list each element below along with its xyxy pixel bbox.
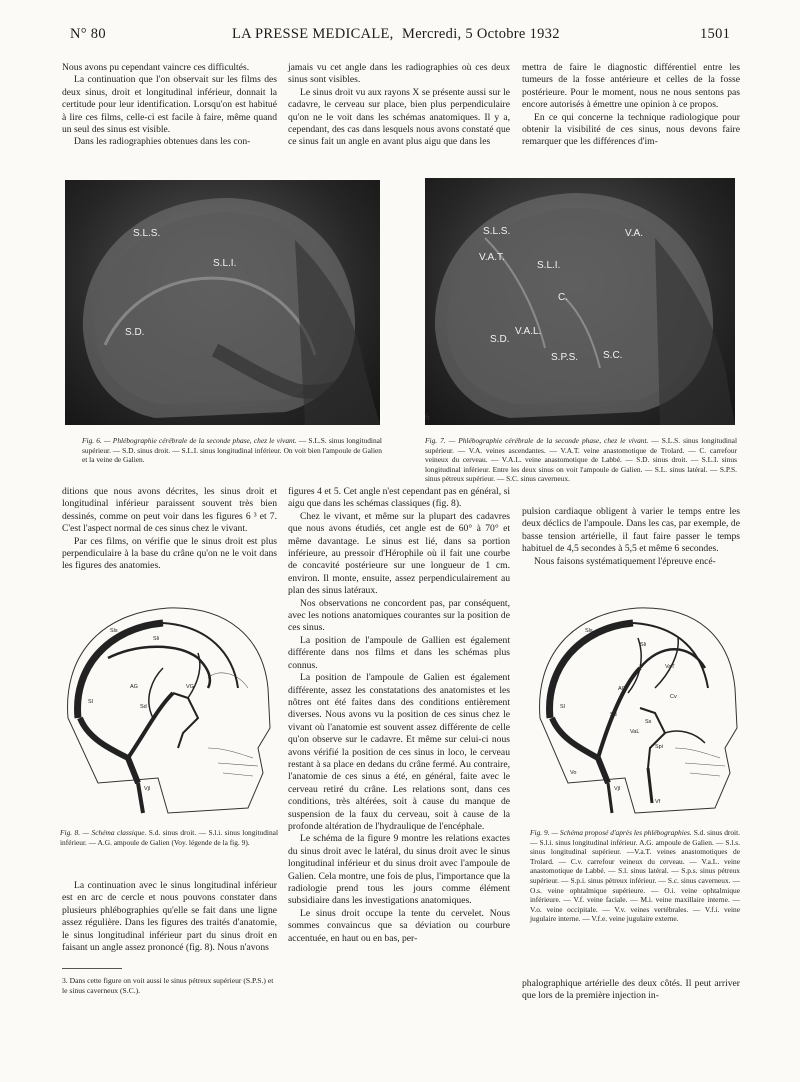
figure-9-label: Spi [655,744,663,750]
figure-7-mark: 6 [425,412,430,422]
figure-9-label: Ss [645,719,652,725]
figure-8-caption-title: Fig. 8. — Schéma classique. [60,828,147,837]
figure-7-label: S.P.S. [551,352,579,363]
figure-7-caption [425,436,737,484]
top-column-3 [522,62,740,149]
figure-9-label: Sd [610,712,617,718]
figure-6-label: S.L.I. [213,258,237,269]
figure-8-diagram [58,598,280,823]
figure-9-label: Sl [560,704,565,710]
figure-9-label: VaT [665,664,675,670]
paragraph: ditions que nous avons décrites, les sinus droit et longitudinal inférieur paraissent souvent très bien dessinés, comme on peut voir dans les figures 6 ³ et 7. C'est l'aspect normal de ces sinus chez le vivant. [62,486,277,535]
figure-7-xray [425,178,735,425]
figure-7-skull-illustration [425,178,735,425]
figure-7-label: C. [558,292,568,303]
paragraph: mettra de faire le diagnostic différentiel entre les tumeurs de la fosse antérieure et celles de la fosse postérieure. Pour le moment, nous ne nous sentons pas encore autorisés à émettre une opinion à ce propos. [522,62,740,111]
figure-7-label: V.A.T. [479,252,505,263]
paragraph: Le schéma de la figure 9 montre les relations exactes du sinus droit avec le latéral, du sinus droit avec le sinus longitudinal inférieur et du sinus droit avec l'ampoule de Galien. Cela montre, une fois de plus, l'importance que la radiologie prend tous les jours comme élément subsidiaire dans les investigations anatomiques. [288,833,510,907]
paragraph: pulsion cardiaque obligent à varier le temps entre les deux déclics de l'ampoule. Dans les cas, par exemple, de basse tension artérielle, il faut faire passer le temps habituel de 4,5 secondes à 5,5 et même 6 secondes. [522,506,740,555]
figure-9-label: Sls [585,628,593,634]
paragraph: phalographique artérielle des deux côtés. Il peut arriver que lors de la première injection in- [522,978,740,1002]
figure-8-label: Sls [110,628,118,634]
paragraph: La continuation avec le sinus longitudinal inférieur est en arc de cercle et nous pouvons constater dans plusieurs phlébographies qu'elle se fait dans une ligne assez régulière. Dans les figures des traités d'anatomie, le sinus longitudinal inférieur part du sinus droit en faisant un angle assez prononcé (fig. 8). Nous n'avons [62,880,277,954]
figure-6-caption-text: — S.L.S. sinus longitudinal supérieur. — S.D. sinus droit. — S.L.I. sinus longitudinal inférieur. On voit bien l'ampoule de Galien et la veine de Galien. [82,436,382,465]
paragraph: figures 4 et 5. Cet angle n'est cependant pas en général, si aigu que dans les schémas classiques (fig. 8). [288,486,510,510]
figure-8-label: Vjl [144,786,151,792]
middle-center-column [288,486,510,945]
figure-7-caption-title: Fig. 7. — Phlébographie cérébrale de la seconde phase, chez le vivant. [425,436,649,445]
figure-8-schema [58,598,280,823]
bottom-right-column [522,978,740,1003]
journal-title: LA PRESSE MEDICALE, [232,26,394,42]
bottom-left-column [62,880,277,954]
paragraph: Chez le vivant, et même sur la plupart des cadavres que nous avons étudiés, cet angle est de 60° à 70° et même davantage. Le sinus est lié, dans sa portion inférieure, au pressoir d'Hérophile où il fait une courbe de concavité postérieure sur une longueur de 1 cm. environ. Il monte, ensuite, assez perpendiculairement au plan des sinus latéraux. [288,510,510,597]
top-column-2 [288,62,510,149]
paragraph: Le sinus droit occupe la tente du cervelet. Nous sommes convaincus que sa déviation ou courbure accentuée, en haut ou en bas, per- [288,907,510,944]
figure-9-label: Vf [655,799,661,805]
figure-9-label: Sli [640,642,647,648]
middle-right-column [522,506,740,568]
figure-9-schema [530,598,745,823]
figure-9-caption-title: Fig. 9. — Schéma proposé d'après les phlébographies. [530,828,692,837]
figure-8-caption-text: S.d. sinus droit. — S.l.i. sinus longitudinal inférieur. — A.G. ampoule de Galien (Voy. légende de la fig. 9). [60,828,278,847]
figure-6-caption-title: Fig. 6. — Phlébographie cérébrale de la seconde phase, chez le vivant. [82,436,297,445]
figure-8-label: AG [130,684,138,690]
paragraph: La continuation que l'on observait sur les films des deux sinus, droit et longitudinal inférieur, donnait la certitude pour leur identification. Lorsqu'on est habitué à lire ces films, celle-ci est facile à faire, même quand un seul des sinus est visible. [62,74,277,136]
figure-7-label: S.C. [603,350,623,361]
figure-7-label: S.L.S. [483,226,511,237]
figure-8-label: Sl [88,699,93,705]
figure-7-label: V.A.L. [515,326,542,337]
figure-9-diagram [530,598,745,823]
footnote-rule [62,968,122,969]
figure-9-label: Vo [570,770,577,776]
figure-6-caption [82,436,382,465]
figure-9-label: Vjl [614,786,621,792]
figure-7-label: S.D. [490,334,510,345]
figure-6-label: S.D. [125,327,145,338]
paragraph: La position de l'ampoule de Galien est également différente, assez les constatations des anatomistes et les nôtres ont été faites dans des conditions entièrement diverses. Nous avons vu la position de ces sinus chez le vivant où l'anatomie est souvent assez différente de celle qu'on observe sur le cadavre. Et même sur celui-ci nous avons vérifié la position de ces sinus in loco, le cerveau restant à sa place en dedans du crâne fermé. Au contraire, l'anatomie de ces sinus a été, en général, faite avec le cerveau retiré du crâne. Les relations sont, dans ces conditions, très altérées, soit à cause du manque de suspension de la faux du cerveau, soit à cause de la profonde altération de l'hydraulique de l'encéphale. [288,672,510,832]
paragraph: Dans les radiographies obtenues dans les con- [74,136,251,148]
figure-9-caption-text: S.d. sinus droit. — S.l.i. sinus longitudinal inférieur. A.G. ampoule de Galien. — S.l.s. sinus longitudinal supérieur. —V.a.T. veines anastomotiques de Trolard. — C.v. carrefour veineux du cerveau. — V.a.L. veine anastomotique de Labbé. — S.l. sinus latéral. — S.p.s. sinus pétreux supérieur. — S.p.i. sinus pétreux inférieur. — S.c. sinus caverneux. — O.s. veine ophtalmique supérieure. — O.i. veine ophtalmique inférieure. — V.f. veine faciale. — M.i. veine maxillaire interne. — V.o. veine occipitale. — V.v. veines vertébrales. — V.f.i. veine jugulaire interne. — V.f.e. veine jugulaire externe. [530,828,741,924]
figure-6-skull-illustration [65,180,380,425]
figure-9-label: AG [618,686,626,692]
page-number-label: N° 80 [70,26,106,42]
footnote: 3. Dans cette figure on voit aussi le sinus pétreux supérieur (S.P.S.) et le sinus caverneux (S.C.). [62,976,274,995]
issue-date: Mercredi, 5 Octobre 1932 [402,26,560,42]
figure-8-label: VG [186,684,194,690]
figure-7-label: S.L.I. [537,260,561,271]
middle-left-column [62,486,277,573]
figure-8-label: Sd [140,704,147,710]
paragraph: Nous avons pu cependant vaincre ces difficultés. [62,62,250,73]
figure-7-label: V.A. [625,228,643,239]
figure-9-label: VaL [630,729,640,735]
paragraph: En ce qui concerne la technique radiologique pour obtenir la visibilité de ces sinus, nous devons faire remarquer que les différences d'im- [522,111,740,148]
top-column-1 [62,62,277,149]
figure-8-caption [60,828,278,847]
figure-6-xray [65,180,380,425]
figure-7-caption-text: — S.L.S. sinus longitudinal supérieur. — V.A. veines ascendantes. — V.A.T. veine anastomotique de Trolard. — C. carrefour veineux du cerveau. — V.A.L. veine anastomotique de Labbé. — S.D. sinus droit. — S.L.I. sinus longitudinal inférieur. Entre les deux sinus on voit l'ampoule de Galien. — S.L. sinus latéral. — S.P.S. sinus pétreux supérieur. — S.C. sinus caverneux. [425,436,737,484]
paragraph: jamais vu cet angle dans les radiographies où ces deux sinus sont visibles. [288,62,510,86]
paragraph: Nos observations ne concordent pas, par conséquent, avec les notions anatomiques courantes sur la position de ces sinus. [288,597,510,634]
figure-9-caption [530,828,740,924]
figure-6-label: S.L.S. [133,228,161,239]
paragraph: La position de l'ampoule de Gallien est également différente dans nos films et dans les schémas plus connus. [288,634,510,671]
figure-9-label: Cv [670,694,677,700]
paragraph: Nous faisons systématiquement l'épreuve encé- [534,555,716,567]
figure-8-label: Sli [153,636,160,642]
paragraph: Par ces films, on vérifie que le sinus droit est plus perpendiculaire à la base du crâne qu'on ne le voit dans les figures des anatomies. [62,535,277,572]
paragraph: Le sinus droit vu aux rayons X se présente aussi sur le cadavre, le cerveau sur place, bien plus perpendiculaire qu'on ne le voit dans les schémas anatomiques. Il y a, cependant, des cas dans lesquels nous avons constaté que ce sinus fait un angle en avant plus aigu que dans les [288,86,510,148]
page-folio: 1501 [700,26,731,42]
